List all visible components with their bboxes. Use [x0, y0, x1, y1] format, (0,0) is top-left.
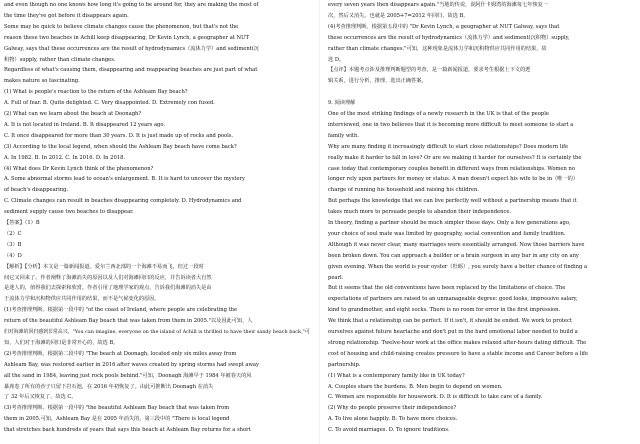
- text-line: 知，人们对于海滩的回归是非常开心的，故选 B。: [4, 339, 119, 346]
- text-line: 选 D。: [328, 56, 345, 63]
- text-line: （4）D: [4, 252, 22, 259]
- text-line: cost of housing and child-raising creates pressure to have a stable income and Career before a life: [328, 350, 588, 357]
- text-line: A. Some abnormal storms lead to ocean's enlargement. B. It is hard to uncover the mystery: [4, 176, 245, 183]
- text-line: case today that contemporary couples benefit in different ways from relationships. Women no: [328, 165, 575, 172]
- text-line: reason these two beaches in Achill keep disappearing, Dr Kevin Lynch, a geographer at NUT: [4, 34, 249, 41]
- text-line: 【解析】【分析】本文是一篇新闻报道。爱尔兰西北部的一个海滩不易而飞，但过一段时: [4, 263, 204, 270]
- text-line: and even though no one knows how long it's going to be around for, they are making the most of: [4, 2, 259, 8]
- text-line: expectations of partners are raised to an unmanageable degree: good looks, impressive salary,: [328, 296, 578, 303]
- text-line: But perhaps the knowledge that we can live perfectly well without a partnership means that it: [328, 198, 577, 205]
- text-line: 间它又回来了。作者阐释了海滩消失的原因以及人们对海滩回归的反应，并告诉读者大自然: [4, 274, 212, 281]
- text-line: 是迷人的，值得我们去探索和欣赏。作者引用了地理学家的观点，告诉我们海滩的消失是由: [4, 285, 212, 292]
- text-line: In theory, finding a partner should be much simpler these days. Only a few generations ago,: [328, 220, 571, 226]
- text-line: pearl.: [328, 274, 344, 281]
- text-line: (1) What is people's reaction to the return of the Ashleam Bay beach?: [4, 89, 188, 96]
- text-line: longer rely upon partners for money or status. A man doesn't expect his wife to be in（唯一的）: [328, 176, 579, 183]
- text-line: (4) What does Dr Kevin Lynch think of the phenomenon?: [4, 165, 154, 172]
- right-page: [322, 0, 640, 444]
- text-line: 辑关系，进行分析，推理，选出正确答案。: [328, 78, 427, 85]
- text-line: Although it was never clear, many marriages were essentially arranged. Now those barriers have: [328, 241, 585, 248]
- text-line: (3)考查推理判断。根据第一段中的 "the beautiful Ashleam Bay beach that was taken from: [4, 405, 230, 412]
- text-line: ourselves against future heartache and don't put in the hard emotional labor needed to build a: [328, 329, 578, 335]
- text-line: Some may be quick to believe climate changes cause the phenomenon, but that's not the: [4, 23, 239, 30]
- text-line: makes nature so fascinating.: [4, 78, 80, 85]
- text-line: A. To live alone happily. B. To have more choices.: [328, 416, 458, 423]
- text-line: 于流体力学和沉积物供应共同作用的结果，而不是气候变化的原因。: [4, 296, 160, 303]
- page-gutter: [319, 0, 320, 444]
- text-line: 暴席卷了所有的沙子只留下岩石池，在 2016 年初恢复了。由此可推断出 Doonagh 在消失: [4, 383, 214, 390]
- text-line: C. Climate changes can result in beaches disappearing completely. D. Hydrodynamics and: [4, 198, 242, 205]
- text-line: Regardless of what's causing them, disappearing and reappearing beaches are just part of what: [4, 67, 258, 74]
- text-line: (4)考查推理判断。根据第五段中的 "Dr Kevin Lynch, a geographer at NUT Galway, says that: [328, 23, 560, 30]
- text-line: (3) According to the local legend, when should the Ashleam Bay beach have come back?: [4, 143, 237, 150]
- text-line: A. In 1982. B. In 2012. C. In 2016. D. In 2018.: [4, 154, 126, 161]
- text-line: your choice of soul mate was limited by geography, social convention and family tradition.: [328, 230, 566, 237]
- text-line: (1)考查推理判断。根据第一段中的 "of the coast of Ireland, where people are celebrating the: [4, 307, 238, 314]
- text-line: kind to grandmother, and eight socks. There is no room for error in the first impression.: [328, 307, 561, 314]
- text-line: A. It is not located in Ireland. B. It disappeared 12 years ago.: [4, 121, 166, 128]
- text-line: (2)考查推理判断。根据第二段中的 "The beach at Doonagh, located only six miles away from: [4, 350, 237, 357]
- text-line: return of the beautiful Ashleam Bay beach that was taken from them in 2005."以及因此可知，人: [4, 318, 253, 325]
- text-line: been broken down. You can approach a builder or a brain surgeon in any bar in any city on any: [328, 252, 579, 259]
- text-line: (2) Why do people preserve their independence?: [328, 405, 457, 412]
- text-line: One of the most striking findings of a newly research in the UK is that of the people: [328, 111, 549, 117]
- text-line: strong relationship. Twelve-hour work at the office makes relaxed after-hours dating difficult. The: [328, 339, 587, 346]
- text-line: We think that a relationship can be perfect. If it isn't, it should be ended. We work to protect: [328, 318, 572, 325]
- text-line: Why are many finding it increasingly difficult to start close relationships? Does modern life: [328, 143, 569, 150]
- text-line: （3）B: [4, 241, 22, 248]
- text-line: 们对海滩的回归感到非常高兴。"You can imagine, everyone on the island of Achill is thrilled to have their sandy beach back,"可: [4, 329, 310, 335]
- text-line: A. Couples share the burdens. B. Men begin to depend on women.: [328, 383, 503, 390]
- text-line: all the sand in 1984, leaving just rock pools behind."可知，Doonagh 海滩早于 1984 年被春天的风: [4, 372, 252, 379]
- text-line: that stretches back hundreds of years that says this beach at Ashleam Bay returns for a short: [4, 427, 251, 434]
- text-line: family with.: [328, 132, 360, 139]
- text-line: 【答案】（1）B: [4, 220, 40, 226]
- text-line: interviewed, one in two believes that it is becoming more difficult to meet someone to start a: [328, 121, 574, 128]
- text-line: charge of running his household and raising his children.: [328, 187, 479, 194]
- text-line: every seven years then disappears again."当地的传说，说阿什卡姆湾的海滩每七年恢复一: [328, 2, 549, 8]
- text-line: Ashleam Bay, was restored earlier in 2016 after waves created by spring storms had swept away: [4, 361, 259, 368]
- text-line: of beach's disappearing.: [4, 187, 69, 194]
- text-line: 【点评】本题考点涉及推理判断题型的考查，是一篇新闻报道，要求考生根据上下文的逻: [328, 67, 531, 74]
- text-line: (2) What can we learn about the beach at Doonagh?: [4, 111, 142, 117]
- text-line: But it seems that the old conventions have been replaced by the limitations of choice. The: [328, 285, 566, 292]
- text-line: Galway, says that these occurrences are the result of hydrodynamics（流体力学）and sediment(沉: [4, 45, 259, 52]
- text-line: C. It once disappeared for more than 30 years. D. It is just made up of rocks and pools.: [4, 132, 234, 139]
- text-line: sediment supply cause two beaches to disappear.: [4, 209, 134, 216]
- text-line: rather than climate changes."可知，这种现象是流体力学和沉积物供应共同作用的结果，故: [328, 45, 547, 52]
- text-line: these occurrences are the result of hydrodynamics（流体力学）and sediment(沉积物）supply,: [328, 34, 570, 41]
- text-line: 积物）supply, rather than climate changes.: [4, 56, 116, 63]
- text-line: （2）C: [4, 230, 22, 237]
- text-line: partnership.: [328, 361, 361, 368]
- left-page: [0, 0, 318, 444]
- text-line: 了 32 年后又恢复了，故选 C。: [4, 394, 77, 401]
- text-line: (1) What is a contemporary family like in UK today?: [328, 372, 465, 379]
- text-line: the time they've got before it disappears again.: [4, 12, 129, 19]
- text-line: C. To avoid marriages. D. To ignore traditions.: [328, 427, 450, 434]
- text-line: C. Women are responsible for housework. D. It is difficult to take care of a family.: [328, 394, 543, 401]
- text-line: 9. 阅读理解: [328, 100, 356, 107]
- text-line: takes much more to persuade people to abandon their independence.: [328, 209, 512, 216]
- text-line: them in 2005.可知，Ashleam Bay 是在 2005 年消失的，第三段中的 "There is local legend: [4, 416, 230, 423]
- text-line: 次，然后又消失。也就是 2005+7=2012 年回归，故选 B。: [328, 12, 469, 19]
- text-line: given evening. When the world is your oyster（牡蛎）, you surely have a better chance of finding a: [328, 263, 588, 270]
- text-line: really make it harder to fall in love? Or are we making it harder for ourselves? It is certainly the: [328, 154, 582, 161]
- text-line: A. Full of fear. B. Quite delighted. C. Very disappointed. D. Extremely con fused.: [4, 100, 215, 107]
